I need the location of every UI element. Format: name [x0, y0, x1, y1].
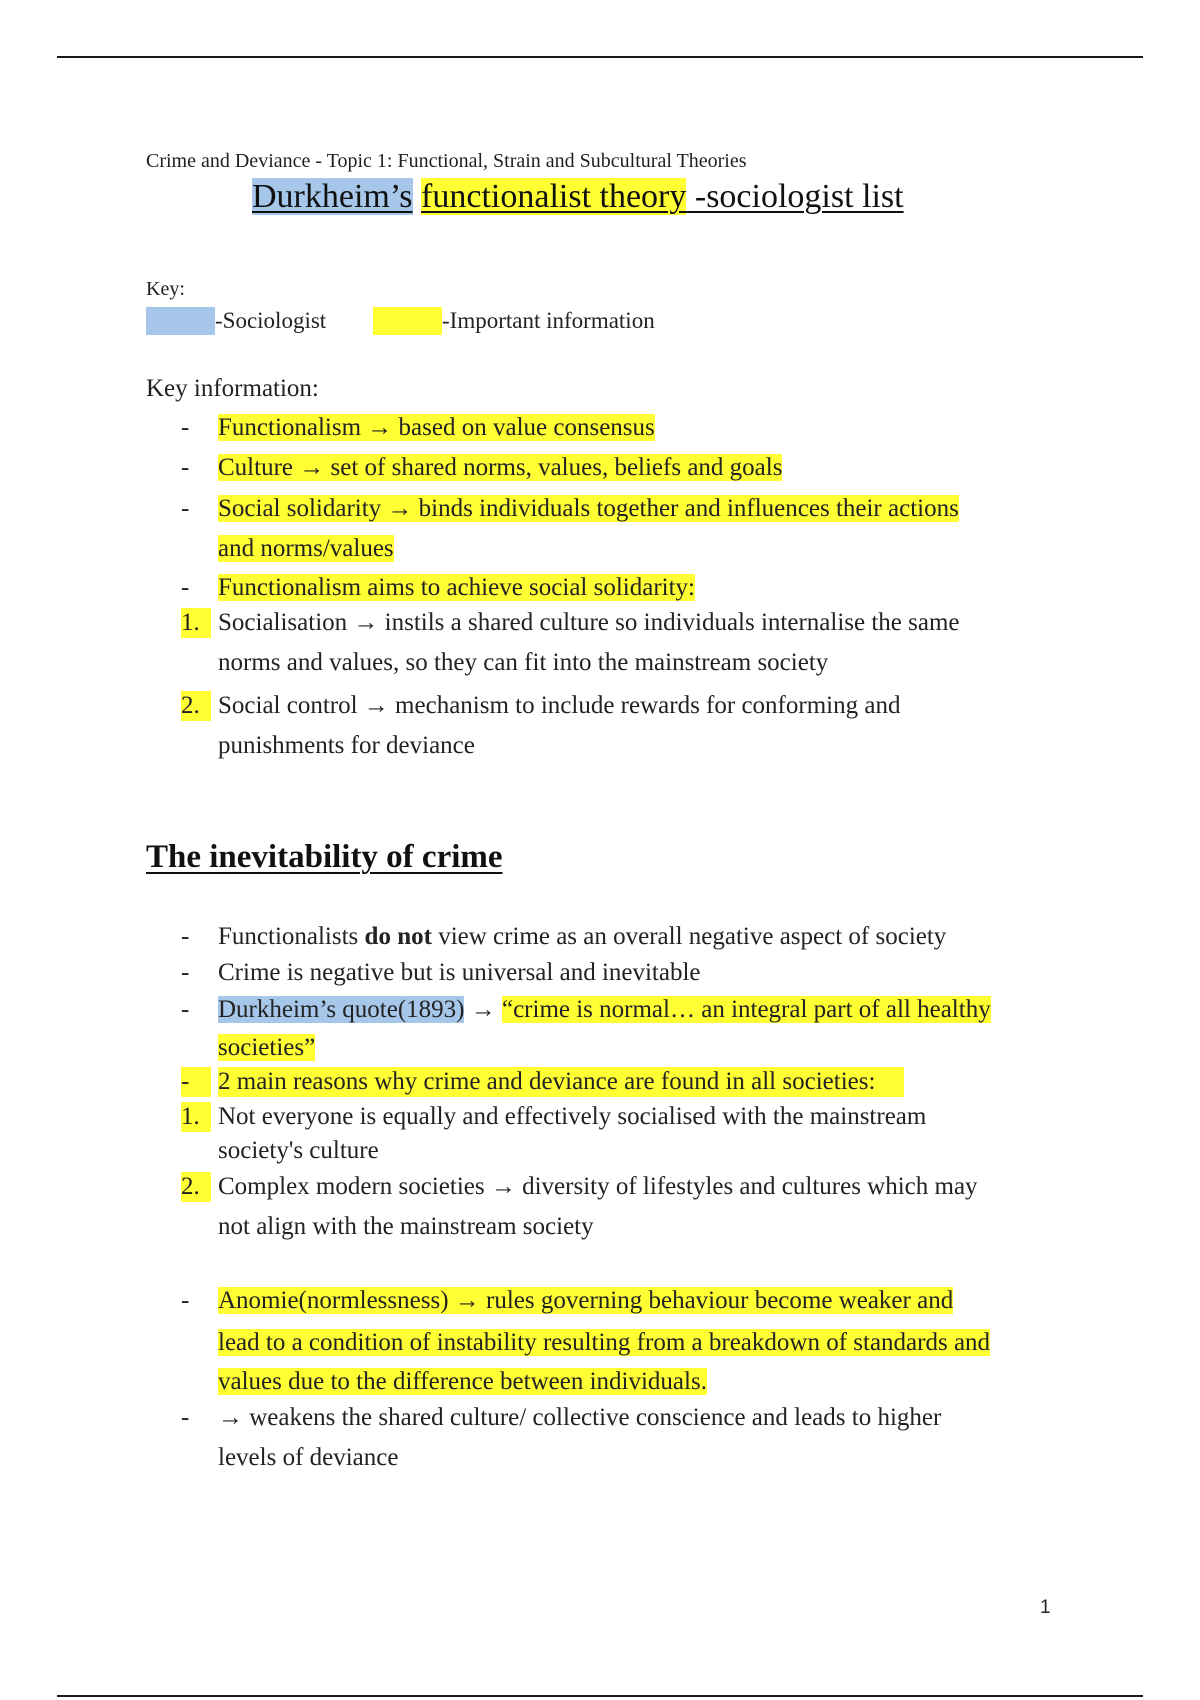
list-item: Social control → mechanism to include rewards for conforming and — [218, 692, 901, 719]
list-number: 1. — [181, 608, 211, 638]
key-label: Key: — [146, 278, 185, 300]
document-title — [252, 178, 904, 216]
sociologist-color-swatch — [146, 307, 215, 335]
bullet-dash: - — [181, 574, 190, 601]
list-item: Complex modern societies → diversity of lifestyles and cultures which may — [218, 1173, 978, 1200]
list-item-continuation: lead to a condition of instability resulting from a breakdown of standards and — [218, 1329, 991, 1356]
top-rule — [57, 56, 1143, 58]
list-number: 1. — [181, 1102, 211, 1132]
title-suffix: -sociologist list — [686, 178, 904, 215]
list-item-continuation: norms and values, so they can fit into the mainstream society — [218, 649, 829, 676]
list-item: Socialisation → instils a shared culture so individuals internalise the same — [218, 609, 960, 636]
list-item-continuation: punishments for deviance — [218, 732, 475, 759]
list-item: → weakens the shared culture/ collective conscience and leads to higher — [218, 1404, 942, 1431]
list-item-continuation: society's culture — [218, 1137, 379, 1164]
bullet-dash: - — [181, 996, 190, 1023]
legend-important: -Important information — [442, 308, 655, 333]
bullet-dash: - — [181, 959, 190, 986]
page-number: 1 — [1040, 1597, 1051, 1618]
bullet-dash: - — [181, 923, 190, 950]
bottom-rule — [57, 1695, 1143, 1697]
section-heading: The inevitability of crime — [146, 839, 503, 875]
list-item: 2 main reasons why crime and deviance are found in all societies: — [218, 1067, 904, 1097]
list-item-continuation: and norms/values — [218, 535, 394, 562]
legend-sociologist: -Sociologist — [215, 308, 327, 333]
title-sociologist-name: Durkheim’s — [252, 178, 413, 215]
bullet-dash: - — [181, 1287, 190, 1314]
list-item-continuation: values due to the difference between individuals. — [218, 1368, 707, 1395]
list-item: Functionalists do not view crime as an overall negative aspect of society — [218, 923, 947, 950]
document-header: Crime and Deviance - Topic 1: Functional, Strain and Subcultural Theories — [146, 150, 747, 172]
title-theory: functionalist theory — [421, 178, 687, 215]
sociologist-reference: Durkheim’s quote(1893) — [218, 996, 465, 1023]
bullet-dash: - — [181, 414, 190, 441]
list-item: Functionalism aims to achieve social solidarity: — [218, 574, 695, 601]
list-item: Not everyone is equally and effectively socialised with the mainstream — [218, 1103, 927, 1130]
list-item-continuation: not align with the mainstream society — [218, 1213, 594, 1240]
list-number: 2. — [181, 1172, 211, 1202]
list-item: Crime is negative but is universal and inevitable — [218, 959, 701, 986]
important-color-swatch — [373, 307, 442, 335]
list-item: Durkheim’s quote(1893) → “crime is normal… an integral part of all healthy — [218, 996, 991, 1023]
bullet-dash: - — [181, 454, 190, 481]
list-item-continuation: levels of deviance — [218, 1444, 399, 1471]
important-quote: “crime is normal… an integral part of all healthy — [501, 996, 991, 1023]
key-information-label: Key information: — [146, 375, 319, 402]
bullet-dash: - — [181, 1067, 211, 1097]
bullet-dash: - — [181, 495, 190, 522]
list-item: Social solidarity → binds individuals together and influences their actions — [218, 495, 959, 522]
list-item: Functionalism → based on value consensus — [218, 414, 655, 441]
list-item: Culture → set of shared norms, values, beliefs and goals — [218, 454, 783, 481]
list-number: 2. — [181, 691, 211, 721]
list-item-continuation: societies” — [218, 1034, 316, 1061]
bullet-dash: - — [181, 1404, 190, 1431]
list-item: Anomie(normlessness) → rules governing behaviour become weaker and — [218, 1287, 954, 1314]
